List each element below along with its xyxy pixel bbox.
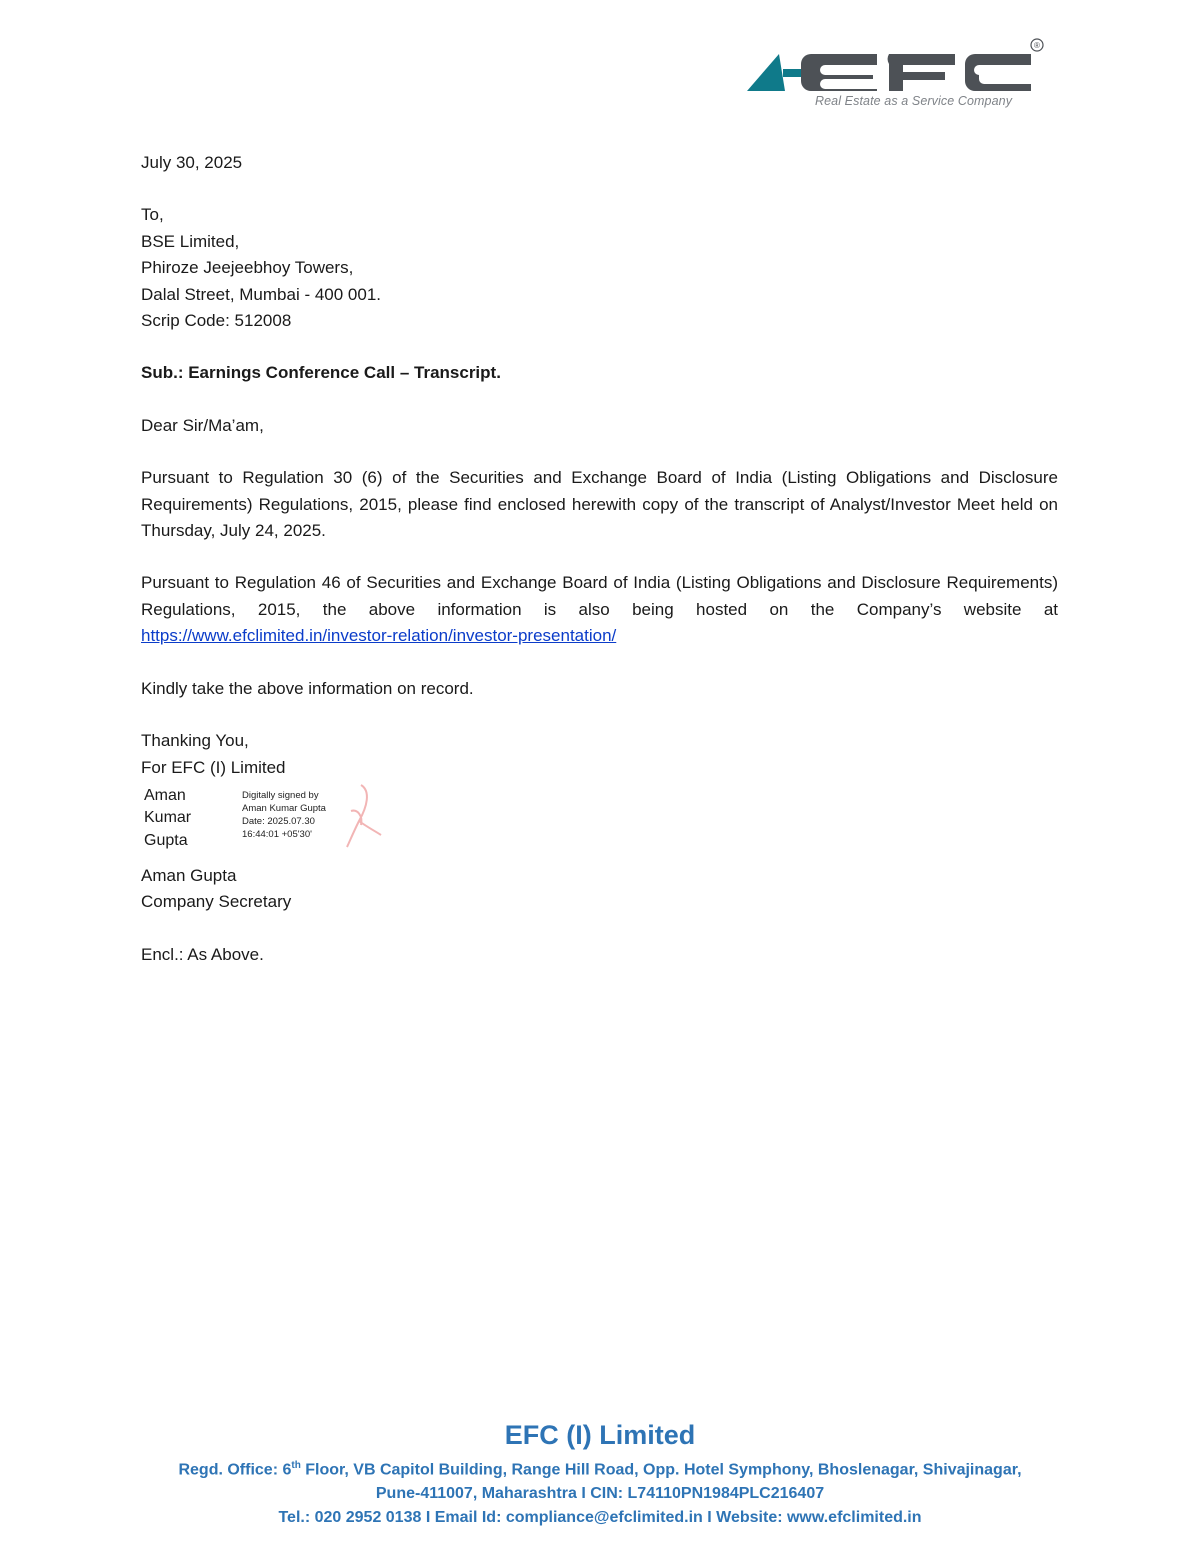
footer-address-rest: Floor, VB Capitol Building, Range Hill Road, Opp. Hotel Symphony, Bhoslenagar, Shivajinagar, bbox=[300, 1461, 1022, 1479]
recipient-to: To, bbox=[141, 205, 164, 225]
investor-presentation-link[interactable]: https://www.efclimited.in/investor-relation/investor-presentation/ bbox=[141, 626, 617, 646]
paragraph-regulation-46 bbox=[141, 570, 1058, 649]
footer-contact: Tel.: 020 2952 0138 I Email Id: compliance@efclimited.in I Website: www.efclimited.in bbox=[278, 1509, 922, 1527]
scrip-code: Scrip Code: 512008 bbox=[141, 311, 292, 331]
address-line: BSE Limited, bbox=[141, 231, 240, 251]
signature-pen-icon bbox=[341, 781, 383, 851]
letter-date: July 30, 2025 bbox=[141, 153, 243, 172]
footer-city-cin: Pune-411007, Maharashtra I CIN: L74110PN1984PLC216407 bbox=[375, 1485, 825, 1503]
signature-details bbox=[242, 789, 326, 841]
footer-office-address bbox=[0, 1454, 1200, 1482]
enclosure-note: Encl.: As Above. bbox=[141, 944, 264, 964]
signature-detail-line: 16:44:01 +05'30' bbox=[242, 828, 312, 840]
footer-address-start: Regd. Office: 6 bbox=[178, 1461, 292, 1479]
signature-detail-line: Aman Kumar Gupta bbox=[242, 802, 326, 814]
signature-name bbox=[144, 785, 191, 853]
letterhead-footer bbox=[0, 1416, 1200, 1530]
signature-name-line: Kumar bbox=[144, 809, 192, 827]
letter-body bbox=[141, 150, 1058, 968]
for-company: For EFC (I) Limited bbox=[141, 757, 286, 777]
registered-mark: ® bbox=[1034, 41, 1040, 50]
paragraph-regulation-46-text: Pursuant to Regulation 46 of Securities and Exchange Board of India (Listing Obligations and Disclosure Requirements) Regulations, 2015, the above information is also being hosted on the Company’s website at bbox=[141, 573, 1058, 619]
efc-logo-mark bbox=[745, 36, 1050, 98]
salutation: Dear Sir/Ma’am, bbox=[141, 415, 264, 435]
record-request: Kindly take the above information on record. bbox=[141, 678, 474, 698]
signature-detail-line: Digitally signed by bbox=[242, 789, 319, 801]
footer-company-name: EFC (I) Limited bbox=[504, 1420, 696, 1450]
closing: Thanking You, bbox=[141, 731, 249, 751]
digital-signature bbox=[141, 785, 1058, 863]
logo-tagline: Real Estate as a Service Company bbox=[815, 94, 1013, 108]
signatory-designation: Company Secretary bbox=[141, 892, 292, 912]
signature-name-line: Aman bbox=[144, 786, 186, 804]
signature-name-line: Gupta bbox=[144, 831, 188, 849]
footer-ordinal: th bbox=[291, 1460, 301, 1471]
address-line: Dalal Street, Mumbai - 400 001. bbox=[141, 284, 382, 304]
signatory-name: Aman Gupta bbox=[141, 865, 237, 885]
paragraph-regulation-30: Pursuant to Regulation 30 (6) of the Securities and Exchange Board of India (Listing Obligations and Disclosure Requirements) Regulations, 2015, please find enclosed herewith copy of the transcript of Analyst/Investor Meet held on Thursday, July 24, 2025. bbox=[141, 468, 1058, 541]
address-line: Phiroze Jeejeebhoy Towers, bbox=[141, 258, 354, 278]
company-logo bbox=[745, 36, 1050, 116]
subject-line: Sub.: Earnings Conference Call – Transcript. bbox=[141, 363, 501, 383]
signature-detail-line: Date: 2025.07.30 bbox=[242, 815, 315, 827]
